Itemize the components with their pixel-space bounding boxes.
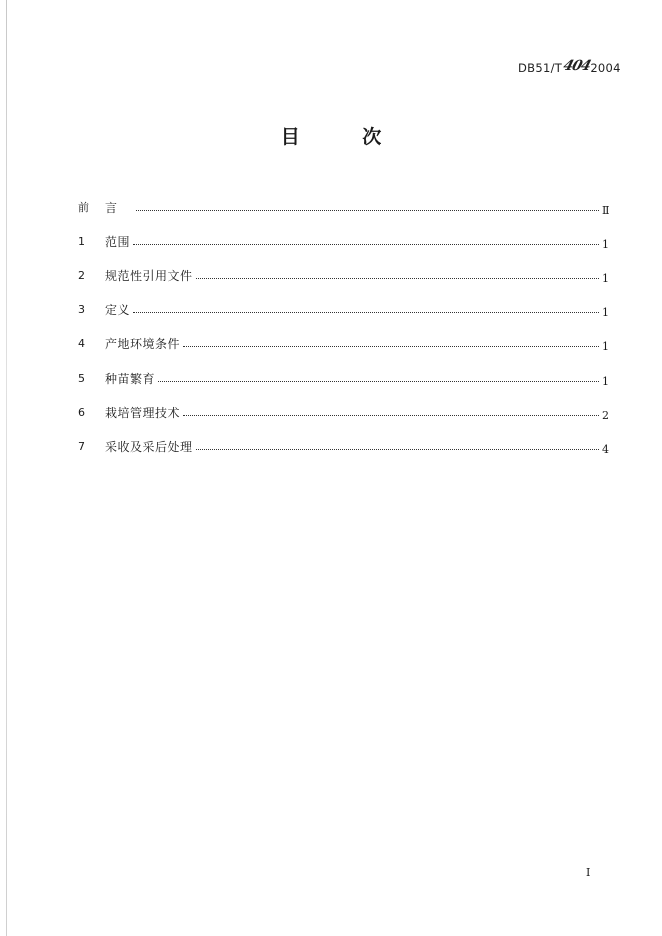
toc-entry-2[interactable]	[78, 258, 612, 292]
page-number: I	[586, 866, 591, 879]
toc-entry-page: 2	[602, 408, 609, 422]
toc-entry-number: 前	[78, 201, 89, 215]
toc-leader-dots	[183, 346, 599, 347]
toc-entry-label: 范围	[105, 234, 131, 249]
toc-entry-label: 采收及采后处理	[105, 439, 193, 454]
toc-entry-4[interactable]	[78, 327, 612, 361]
standard-code	[518, 60, 621, 76]
toc-entry-page: 1	[602, 237, 609, 251]
toc-entry-label: 言	[105, 200, 134, 215]
toc-entry-page: Ⅱ	[602, 203, 610, 217]
toc-leader-dots	[158, 381, 599, 382]
toc-entry-label: 种苗繁育	[105, 371, 156, 386]
toc-entry-label: 定义	[105, 303, 131, 318]
toc-entry-page: 4	[602, 442, 609, 456]
toc-entry-page: 1	[602, 374, 609, 388]
toc-leader-dots	[196, 278, 599, 279]
toc-entry-number: 1	[78, 234, 85, 248]
toc-entry-number: 2	[78, 268, 85, 282]
toc-entry-page: 1	[602, 340, 609, 354]
table-of-contents	[78, 190, 612, 464]
toc-entry-page: 1	[602, 271, 609, 285]
page-title: 目 次	[280, 126, 410, 148]
toc-entry-3[interactable]	[78, 293, 612, 327]
toc-entry-number: 6	[78, 405, 85, 419]
toc-entry-label: 规范性引用文件	[105, 268, 193, 283]
toc-entry-preface[interactable]	[78, 190, 612, 224]
standard-code-prefix: DB51/T	[518, 61, 563, 75]
toc-leader-dots	[133, 244, 599, 245]
toc-entry-1[interactable]	[78, 224, 612, 258]
toc-entry-5[interactable]	[78, 361, 612, 395]
toc-leader-dots	[183, 415, 599, 416]
toc-leader-dots	[136, 210, 599, 211]
toc-leader-dots	[196, 449, 599, 450]
standard-code-year: 2004	[590, 61, 621, 75]
toc-entry-page: 1	[602, 306, 609, 320]
toc-entry-6[interactable]	[78, 395, 612, 429]
toc-entry-number: 3	[78, 303, 85, 317]
toc-entry-label: 产地环境条件	[105, 337, 181, 352]
toc-entry-number: 4	[78, 337, 85, 351]
toc-entry-7[interactable]	[78, 429, 612, 463]
toc-entry-label: 栽培管理技术	[105, 405, 181, 420]
toc-entry-number: 7	[78, 439, 85, 453]
toc-leader-dots	[133, 312, 599, 313]
toc-entry-number: 5	[78, 371, 85, 385]
standard-code-handwritten-number: 404	[561, 58, 592, 74]
